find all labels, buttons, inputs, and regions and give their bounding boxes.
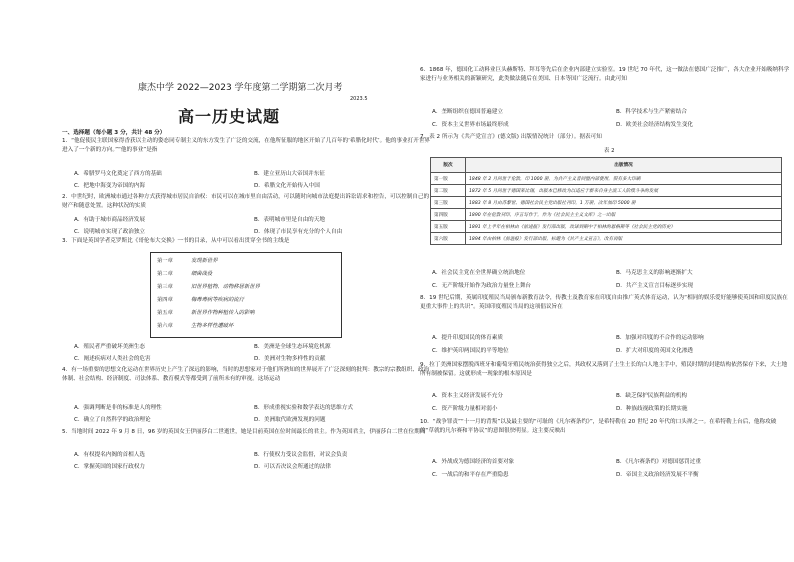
table-row: 第四版 1890 年在伦敦刊印，序言写作于，作为《社会民主主义文库》之一出版 bbox=[431, 209, 782, 221]
question-10-stem: 10．“战争罪责”“十一月的背叛”以及最主要的“可耻的《凡尔赛条约》”，是希特勒在 20 世纪 20 年代的口头禅之一。在希特勒上台后，他称攻破的“草就的凡尔赛和平协议”的意图很快明显。这主要反映出 bbox=[420, 419, 777, 435]
table-caption: 表 2 bbox=[604, 148, 615, 154]
q7-option-b[interactable]: B．马克思主义的影响逐渐扩大 bbox=[616, 270, 693, 276]
q1-option-d[interactable]: D．希腊文化开始传入中国 bbox=[254, 183, 320, 189]
question-4-stem: 4．有一场重要的思想文化运动在世界历史上产生了深远的影响，当时的思想家对于他们所熟知的世界展开了广泛深刻的批判：教宗的宗教组织、政治体制、社会结构、经济制度、司法体系、教育模式等都受到了前所未有的审视。这场运动 bbox=[62, 367, 430, 383]
exam-date: 2023.5 bbox=[350, 96, 368, 102]
q8-option-a[interactable]: A．提升印度国民的体育素质 bbox=[432, 335, 503, 341]
right-column bbox=[420, 0, 794, 562]
question-7-stem: 7．表 2 所示为《共产党宣言》(德文版) 出版情况统计（部分）。据表可知 bbox=[420, 134, 602, 140]
q1-option-c[interactable]: C．把地中海变为帝国的内海 bbox=[74, 183, 146, 189]
table-row: 第六版 1894 年由柏林《前进报》发行部出版，标题为《共产主义宣言》，改有再版 bbox=[431, 233, 782, 245]
q3-option-d[interactable]: D．美洲对生物多样性的贡献 bbox=[254, 356, 326, 362]
q5-option-d[interactable]: D．可以否决议会所通过的法律 bbox=[254, 464, 332, 470]
table-header-row bbox=[431, 158, 782, 173]
q5-option-a[interactable]: A．有权提名内阁的首相人选 bbox=[74, 452, 145, 458]
q10-option-a[interactable]: A．外战成为德国经济的首要对象 bbox=[432, 459, 515, 465]
q9-option-a[interactable]: A．资本主义经济发展不充分 bbox=[432, 393, 503, 399]
q2-option-d[interactable]: D．体现了市民享有充分的个人自由 bbox=[254, 229, 343, 235]
q5-option-c[interactable]: C．掌握英国的国家行政权力 bbox=[74, 464, 146, 470]
question-2-stem: 2．中世纪时，欧洲城市通过各种方式获得城市居民自治权：市民可以在城市里自由活动，可以随时向城市法庭提出诉讼请求和控告，可以控制自己的财产和随意处置。这种状况的实质 bbox=[62, 194, 430, 210]
left-column bbox=[58, 0, 433, 562]
q9-option-b[interactable]: B．缺乏保护民族利益的机构 bbox=[616, 393, 687, 399]
q9-option-c[interactable]: C．资产阶级力量相对弱小 bbox=[432, 406, 498, 412]
section-heading: 一、选择题（每小题 3 分，共计 48 分） bbox=[62, 130, 166, 136]
question-3-stem: 3．下面是英国学者克罗斯比《哥伦布大交换》一书的目录，从中可以看出贯穿全书的主线是 bbox=[62, 238, 290, 244]
q6-option-d[interactable]: D．欧美社会经济结构发生变化 bbox=[616, 122, 694, 128]
q10-option-b[interactable]: B．《凡尔赛条约》对德国惩罚过重 bbox=[616, 459, 701, 465]
q3-option-c[interactable]: C．阐述疾病对人类社会的危害 bbox=[74, 356, 151, 362]
toc-row: 第四章 梅毒毒病等疾病的流行 bbox=[157, 297, 244, 303]
q1-option-a[interactable]: A．希腊罗马文化奠定了西方的基础 bbox=[74, 171, 162, 177]
q7-option-a[interactable]: A．社会民主党在全世界确立统治地位 bbox=[432, 270, 526, 276]
question-9-stem: 9．拉丁美洲国家摆脱西班牙和葡萄牙殖民统治获得独立之后，其政权又落到了土生土长的白人地主手中，殖民时期的封建结构依然保存下来，大土地所有制被保留。这就形成一现象的根本原因是 bbox=[420, 362, 788, 378]
question-1-stem: 1．“他促使民主联国家得香获以主动的姿态同专制主义的东方发生了广泛的交流，在他所征服的地区开始了几百年的‘希腊化时代’。他的事业打开世界进入了一个新的方向。”“他的事业”是指 bbox=[62, 138, 431, 154]
table-row: 第三版 1883 年 8 月由苏黎世、德国社会民主党出版社刊印，1 万册，次年加印 5000 册 bbox=[431, 197, 782, 209]
question-6-stem: 6．1868 年，德国化工动料业巨头赫斯特、拜耳等先后在企业内部建立实验室。19 世纪 70 年代，这一做法在德国广泛推广，各大企业开始吸纳科学家进行与业务相关的新颖研究，此类做法随后在美国、日本等国广泛流行。由此可知 bbox=[420, 67, 790, 83]
toc-row: 第一章 发现新世界 bbox=[157, 258, 218, 264]
book-toc-box bbox=[150, 252, 342, 338]
toc-row: 第六章 生物多样性遭破坏 bbox=[157, 323, 234, 329]
table-header-cell: 版次 bbox=[431, 158, 466, 173]
toc-row: 第三章 旧世界植物、动物移居新世界 bbox=[157, 284, 260, 290]
q6-option-b[interactable]: B．科学技术与生产紧密结合 bbox=[616, 109, 687, 115]
q2-option-b[interactable]: B．表明城市里是自由的天地 bbox=[254, 217, 325, 223]
q2-option-a[interactable]: A．有助于城市商品经济发展 bbox=[74, 217, 145, 223]
q3-option-b[interactable]: B．美洲是全球生态环境危机源 bbox=[254, 344, 331, 350]
q2-option-c[interactable]: C．说明城市实现了政治独立 bbox=[74, 229, 146, 235]
q3-option-a[interactable]: A．殖民者严重破坏美洲生态 bbox=[74, 344, 145, 350]
q4-option-c[interactable]: C．确立了自然科学的政治理论 bbox=[74, 417, 151, 423]
publication-table bbox=[430, 157, 782, 245]
q6-option-a[interactable]: A．垄断组织在德国普遍建立 bbox=[432, 109, 503, 115]
q4-option-b[interactable]: B．形成重视实验和数学表达的思维方式 bbox=[254, 405, 353, 411]
q8-option-c[interactable]: C．维护英印两国民的平等地位 bbox=[432, 348, 509, 354]
question-5-stem: 5．当地时间 2022 年 9 月 8 日，96 岁的英国女王伊丽莎白二世逝世，她是目前英国在位时间最长的君主。作为英国君主，伊丽莎白二世在位期间 bbox=[62, 429, 426, 435]
q5-option-b[interactable]: B．行使权力受议会监督，对议会负责 bbox=[254, 452, 348, 458]
q8-option-b[interactable]: B．加强对印度的不合作的运动影响 bbox=[616, 335, 704, 341]
toc-row: 第二章 细菌战役 bbox=[157, 271, 213, 277]
exam-title: 高一历史试题 bbox=[178, 107, 281, 126]
table-row: 第一版 1848 年 2 月问世于伦敦，印 1000 册，为共产主义者同盟内部使用，很有多大印刷 bbox=[431, 173, 782, 185]
q6-option-c[interactable]: C．资本主义世界市场最终形成 bbox=[432, 122, 509, 128]
q9-option-d[interactable]: D．种族歧视政策的长期实施 bbox=[616, 406, 688, 412]
q10-option-c[interactable]: C．一战后的和平存在严重隐患 bbox=[432, 472, 509, 478]
toc-row: 第五章 新世界作物种植传入的影响 bbox=[157, 310, 255, 316]
school-header: 康杰中学 2022—2023 学年度第二学期第二次月考 bbox=[138, 83, 343, 93]
q4-option-a[interactable]: A．强调判断是非的标准是人的理性 bbox=[74, 405, 162, 411]
table-header-cell: 出版情况 bbox=[466, 158, 782, 173]
table-row: 第二版 1872 年 5 月问世于德国莱比锡，出版本已修改为以适应于新来自身主流工人阶级斗争的发展 bbox=[431, 185, 782, 197]
q10-option-d[interactable]: D．帝国主义政治经济发展不平衡 bbox=[616, 472, 699, 478]
table-row: 第五版 1891 年上半年在柏林由《前进报》发行部出版，改译到期中于柏林的恩格斯等《社会民主党的历史》 bbox=[431, 221, 782, 233]
q8-option-d[interactable]: D．扩大对印度的英国文化渗透 bbox=[616, 348, 694, 354]
q7-option-c[interactable]: C．无产阶级开始作为政治力量登上舞台 bbox=[432, 283, 532, 289]
q7-option-d[interactable]: D．共产主义宣言目标逐步实现 bbox=[616, 283, 694, 289]
q1-option-b[interactable]: B．建立亚历山大帝国并东征 bbox=[254, 171, 325, 177]
question-8-stem: 8．19 世纪后期，英属印度殖民当局颁布新教育法令，传教士及教育家在印度自由推广英式体育运动，认为“相同的娱乐爱好能够使英国和印度民族在更重大事件上的共识”。英国印度殖民当局的这项倡议旨在 bbox=[420, 295, 788, 311]
q4-option-d[interactable]: D．美洲取代欧洲发现的问题 bbox=[254, 417, 326, 423]
